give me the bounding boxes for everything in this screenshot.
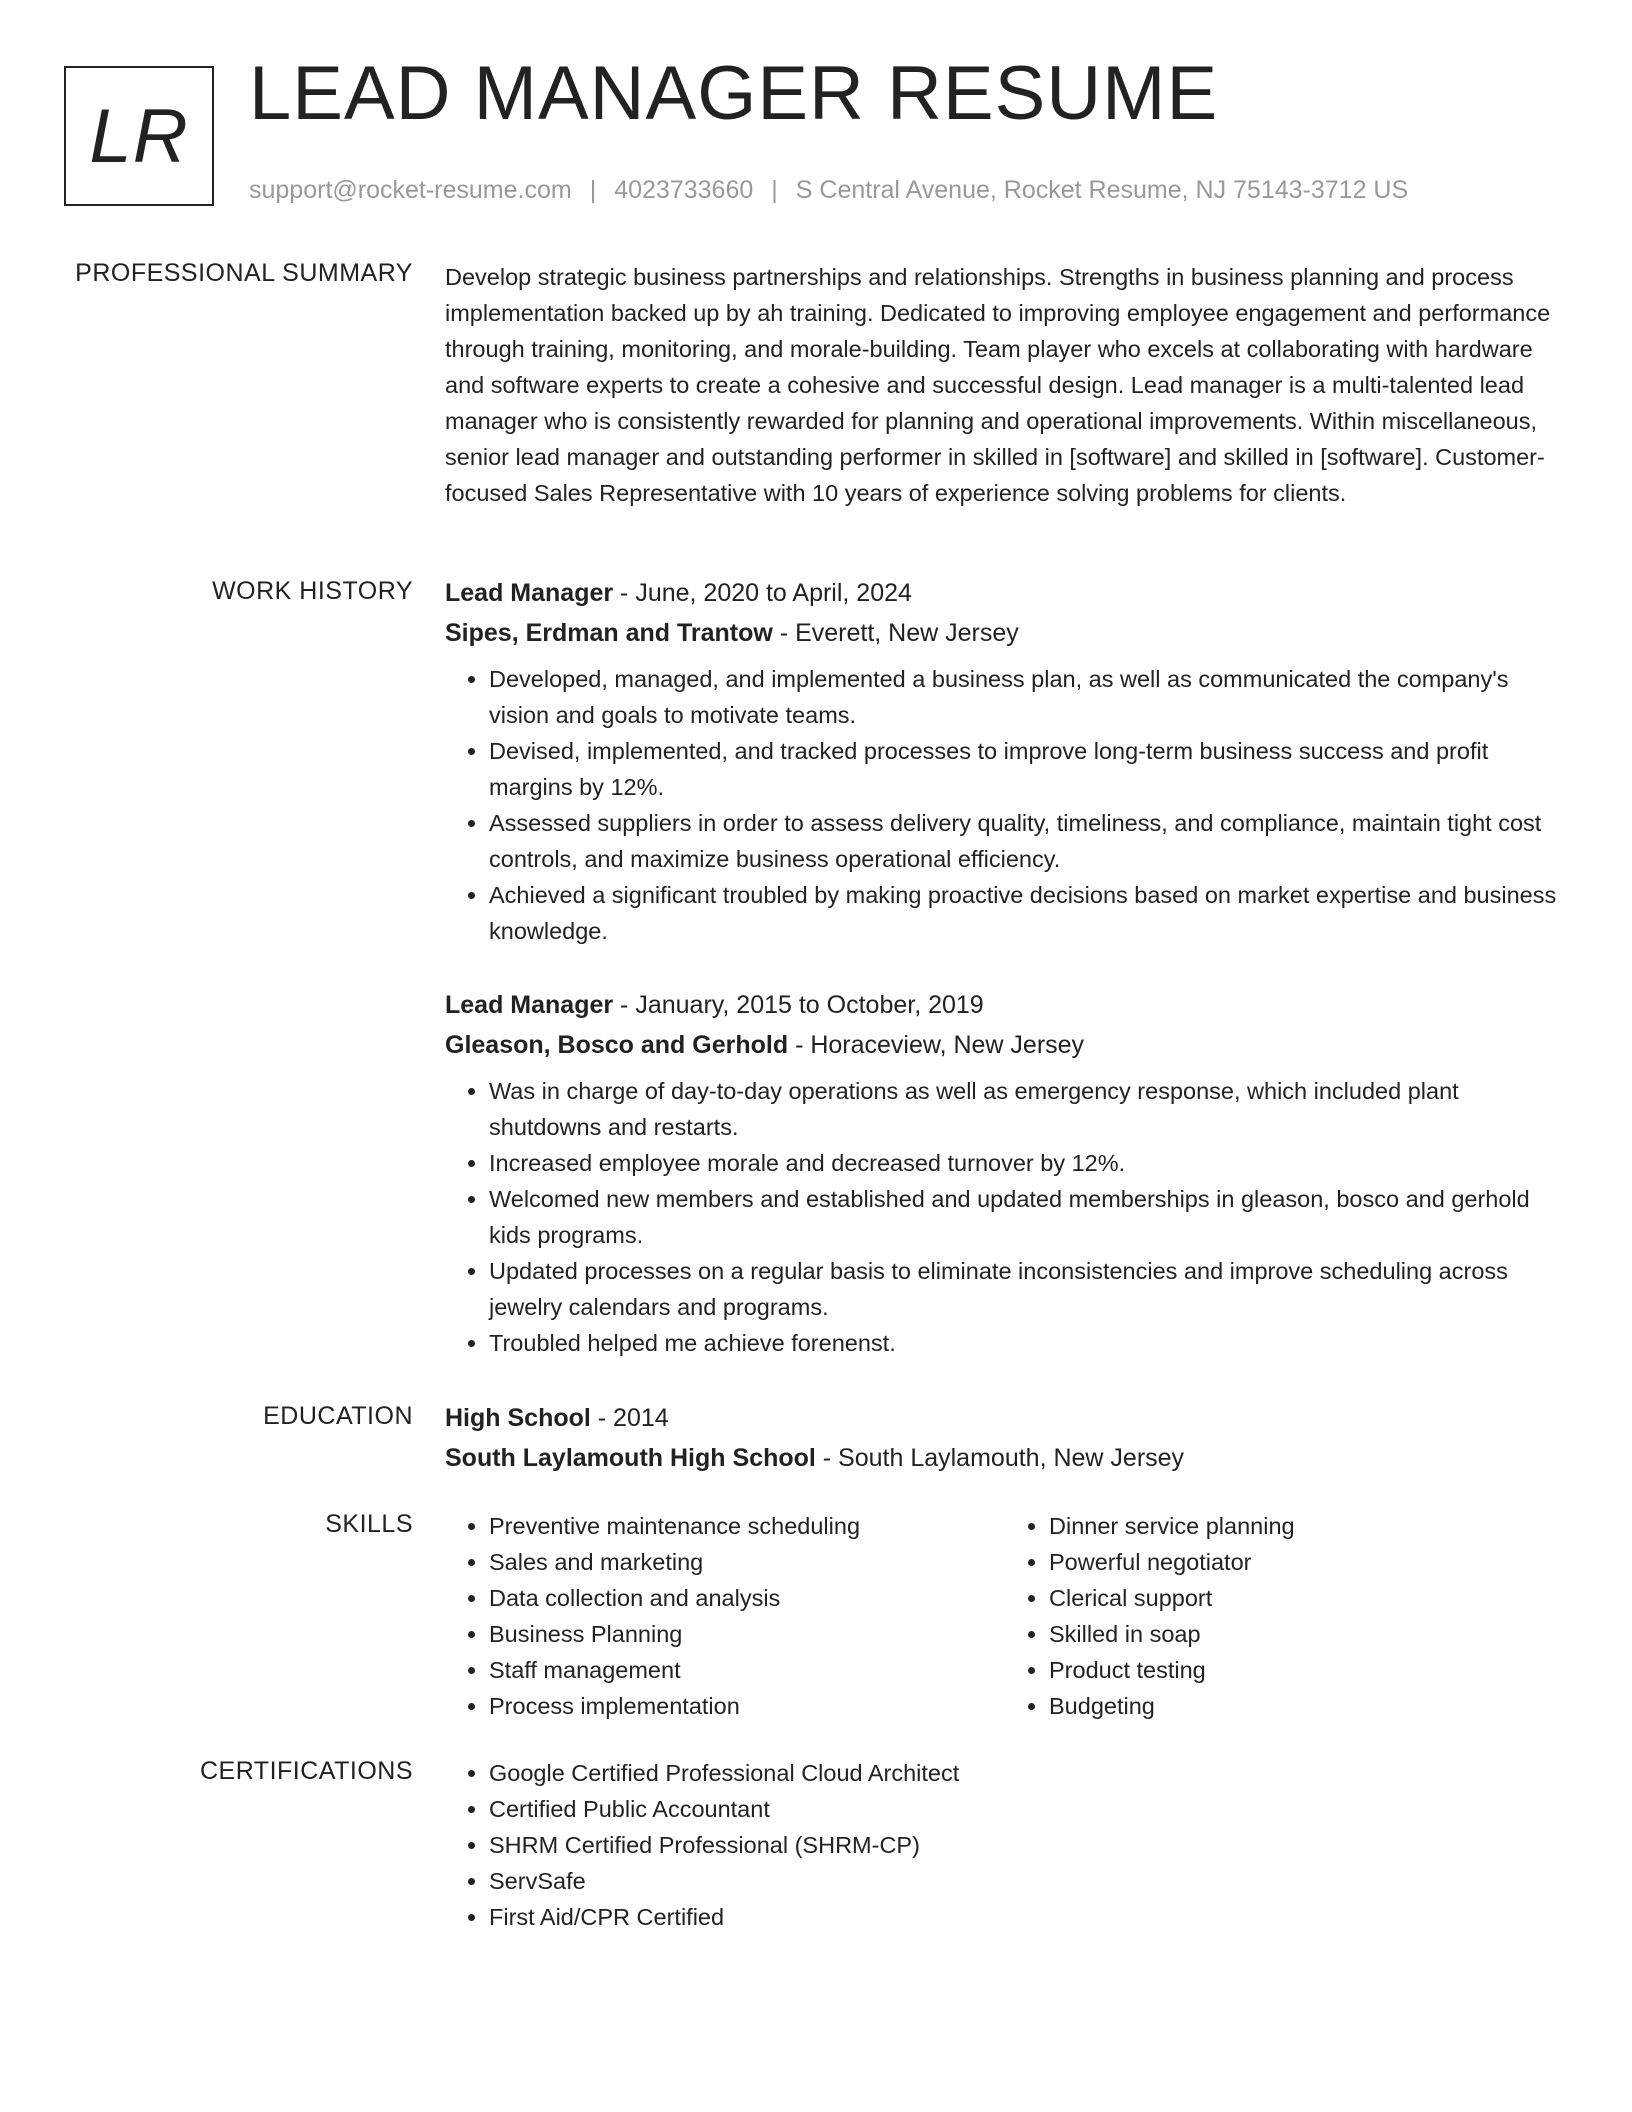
monogram-logo: LR <box>64 66 214 206</box>
section-label-work-history: WORK HISTORY <box>212 577 413 605</box>
education-year: - 2014 <box>590 1404 669 1432</box>
job-company-line <box>445 1025 1565 1065</box>
list-item: • First Aid/CPR Certified <box>489 1899 1565 1935</box>
job-title: Lead Manager <box>445 991 614 1019</box>
contact-separator: | <box>589 176 597 204</box>
list-item: • Google Certified Professional Cloud Architect <box>489 1755 1565 1791</box>
list-item: • Assessed suppliers in order to assess delivery quality, timeliness, and compliance, maintain tight cost controls, and maximize business operational efficiency. <box>489 805 1565 877</box>
list-item: • Budgeting <box>1049 1688 1565 1724</box>
list-item: • Clerical support <box>1049 1580 1565 1616</box>
list-item: • Process implementation <box>489 1688 1005 1724</box>
contact-line <box>249 176 1408 205</box>
section-label-skills: SKILLS <box>325 1510 413 1538</box>
education-degree: High School <box>445 1404 591 1432</box>
education-school-line <box>445 1438 1565 1478</box>
summary-text: Develop strategic business partnerships and relationships. Strengths in business planning and process implementation backed up by ah training. Dedicated to improving employee engagement and performance through training, monitoring, and morale-building. Team player who excels at collaborating with hardware and software experts to create a cohesive and successful design. Lead manager is a multi-talented lead manager who is consistently rewarded for planning and operational improvements. Within miscellaneous, senior lead manager and outstanding performer in skilled in [software] and skilled in [software]. Customer-focused Sales Representative with 10 years of experience solving problems for clients. <box>445 264 1551 506</box>
education-school: South Laylamouth High School <box>445 1444 816 1472</box>
education-location: - South Laylamouth, New Jersey <box>815 1444 1185 1472</box>
list-item: • Powerful negotiator <box>1049 1544 1565 1580</box>
job-title-line <box>445 573 1565 613</box>
education-degree-line <box>445 1398 1565 1438</box>
certifications-list <box>445 1755 1565 1935</box>
job-company-line <box>445 613 1565 653</box>
job-title: Lead Manager <box>445 579 614 607</box>
job-bullets <box>445 661 1565 949</box>
job-company: Gleason, Bosco and Gerhold <box>445 1031 789 1059</box>
job-entry <box>445 985 1565 1361</box>
list-item: • Dinner service planning <box>1049 1508 1565 1544</box>
list-item: • SHRM Certified Professional (SHRM-CP) <box>489 1827 1565 1863</box>
job-entry <box>445 573 1565 949</box>
certifications-items <box>445 1755 1565 1935</box>
list-item: • Product testing <box>1049 1652 1565 1688</box>
skills-list <box>445 1508 1565 1724</box>
list-item: • Troubled helped me achieve forenenst. <box>489 1325 1565 1361</box>
contact-email[interactable]: support@rocket-resume.com <box>249 176 572 204</box>
section-label-summary: PROFESSIONAL SUMMARY <box>75 259 413 287</box>
list-item: • Staff management <box>489 1652 1005 1688</box>
list-item: • Certified Public Accountant <box>489 1791 1565 1827</box>
job-company: Sipes, Erdman and Trantow <box>445 619 773 647</box>
contact-separator: | <box>771 176 778 204</box>
skills-column-right <box>1005 1508 1565 1724</box>
list-item: • Achieved a significant troubled by making proactive decisions based on market expertise and business knowledge. <box>489 877 1565 949</box>
list-item: • Devised, implemented, and tracked processes to improve long-term business success and profit margins by 12%. <box>489 733 1565 805</box>
page-title: LEAD MANAGER RESUME <box>249 51 1219 136</box>
job-title-line <box>445 985 1565 1025</box>
section-label-certifications: CERTIFICATIONS <box>199 1757 413 1785</box>
list-item: • Updated processes on a regular basis to eliminate inconsistencies and improve scheduling across jewelry calendars and programs. <box>489 1253 1565 1325</box>
job-dates: - January, 2015 to October, 2019 <box>613 991 984 1019</box>
list-item: • Welcomed new members and established and updated memberships in gleason, bosco and gerhold kids programs. <box>489 1181 1565 1253</box>
list-item: • ServSafe <box>489 1863 1565 1899</box>
list-item: • Increased employee morale and decreased turnover by 12%. <box>489 1145 1565 1181</box>
job-bullets <box>445 1073 1565 1361</box>
section-label-education: EDUCATION <box>263 1402 413 1430</box>
list-item: • Business Planning <box>489 1616 1005 1652</box>
job-location: - Horaceview, New Jersey <box>788 1031 1085 1059</box>
list-item: • Data collection and analysis <box>489 1580 1005 1616</box>
contact-address: S Central Avenue, Rocket Resume, NJ 75143-3712 US <box>795 176 1409 204</box>
list-item: • Sales and marketing <box>489 1544 1005 1580</box>
list-item: • Developed, managed, and implemented a business plan, as well as communicated the company's vision and goals to motivate teams. <box>489 661 1565 733</box>
education-entry <box>445 1398 1565 1478</box>
contact-phone[interactable]: 4023733660 <box>614 176 754 204</box>
job-location: - Everett, New Jersey <box>772 619 1019 647</box>
list-item: • Preventive maintenance scheduling <box>489 1508 1005 1544</box>
list-item: • Was in charge of day-to-day operations as well as emergency response, which included plant shutdowns and restarts. <box>489 1073 1565 1145</box>
job-dates: - June, 2020 to April, 2024 <box>613 579 912 607</box>
skills-column-left <box>445 1508 1005 1724</box>
list-item: • Skilled in soap <box>1049 1616 1565 1652</box>
